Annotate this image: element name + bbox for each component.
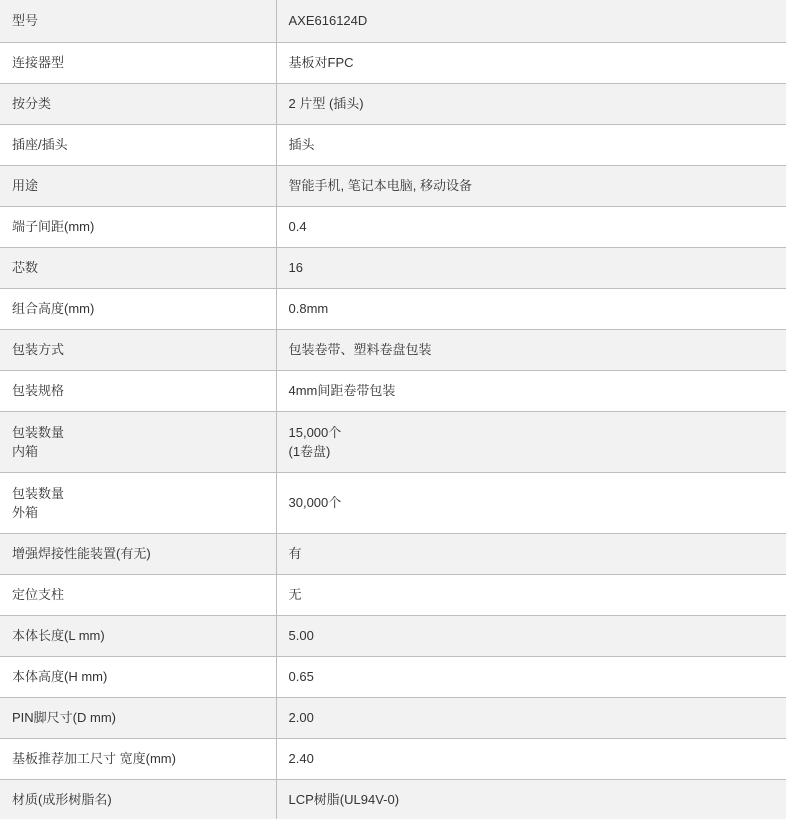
spec-value: 0.65 (288, 669, 314, 684)
spec-label: PIN脚尺寸(D mm) (12, 710, 116, 725)
spec-row (0, 574, 786, 615)
spec-label-cell (0, 738, 276, 779)
spec-value-cell (276, 83, 786, 124)
spec-row (0, 247, 786, 288)
spec-label-cell (0, 779, 276, 819)
spec-label: 按分类 (12, 96, 52, 111)
spec-label: 本体高度(H mm) (12, 669, 108, 684)
spec-value-cell (276, 206, 786, 247)
spec-label: 包装规格 (12, 383, 65, 398)
spec-label: 插座/插头 (12, 137, 68, 152)
spec-value-cell (276, 329, 786, 370)
spec-value-cell (276, 247, 786, 288)
spec-value: 0.4 (288, 219, 307, 234)
spec-value: AXE616124D (288, 13, 368, 29)
spec-row (0, 779, 786, 819)
spec-label-cell (0, 206, 276, 247)
spec-label-cell (0, 533, 276, 574)
spec-label-cell (0, 0, 276, 42)
spec-label: 本体长度(L mm) (12, 628, 105, 643)
spec-label-cell (0, 615, 276, 656)
spec-value-cell (276, 0, 786, 42)
spec-label-cell (0, 472, 276, 533)
spec-label-cell (0, 124, 276, 165)
spec-value: 0.8mm (288, 301, 329, 316)
spec-row (0, 533, 786, 574)
spec-value-cell (276, 574, 786, 615)
spec-label-cell (0, 656, 276, 697)
spec-label-sub: 内箱 (12, 443, 39, 459)
spec-row (0, 411, 786, 472)
page-right-margin (786, 0, 797, 837)
spec-value: 插头 (288, 137, 315, 152)
spec-value-cell (276, 165, 786, 206)
spec-label: 用途 (12, 178, 39, 193)
spec-label: 基板推荐加工尺寸 宽度(mm) (12, 751, 176, 766)
spec-value-cell (276, 288, 786, 329)
spec-label-cell (0, 165, 276, 206)
spec-row (0, 83, 786, 124)
spec-value: LCP树脂(UL94V-0) (288, 791, 400, 807)
spec-label: 连接器型 (12, 55, 65, 70)
spec-value: 16 (288, 260, 303, 275)
spec-value-cell (276, 370, 786, 411)
spec-value-cell (276, 615, 786, 656)
spec-label-cell (0, 247, 276, 288)
spec-label-sub: 外箱 (12, 504, 39, 520)
spec-value: 30,000个 (288, 495, 342, 510)
spec-label: 材质(成形树脂名) (12, 791, 112, 807)
spec-value-cell (276, 411, 786, 472)
spec-value: 2.00 (288, 710, 314, 725)
spec-value: 基板对FPC (288, 55, 354, 70)
spec-value: 4mm间距卷带包装 (288, 383, 396, 398)
spec-label: 包装方式 (12, 342, 65, 357)
spec-label: 芯数 (12, 260, 39, 275)
spec-row (0, 738, 786, 779)
spec-value-cell (276, 697, 786, 738)
spec-value-cell (276, 779, 786, 819)
spec-row (0, 165, 786, 206)
spec-label: 组合高度(mm) (12, 301, 95, 316)
spec-label-cell (0, 83, 276, 124)
spec-label: 包装数量 (12, 424, 65, 440)
spec-value-cell (276, 738, 786, 779)
spec-value-cell (276, 656, 786, 697)
spec-label-cell (0, 42, 276, 83)
spec-label: 包装数量 (12, 485, 65, 501)
spec-value: 包装卷带、塑料卷盘包装 (288, 342, 432, 357)
spec-label-cell (0, 697, 276, 738)
spec-value: 智能手机, 笔记本电脑, 移动设备 (288, 178, 472, 193)
spec-row (0, 656, 786, 697)
spec-value: 2.40 (288, 751, 314, 766)
spec-value-sub: (1卷盘) (288, 443, 331, 459)
spec-label-cell (0, 411, 276, 472)
spec-row (0, 124, 786, 165)
spec-value: 有 (288, 546, 302, 561)
spec-value: 2 片型 (插头) (288, 96, 364, 111)
spec-value-cell (276, 533, 786, 574)
spec-label: 端子间距(mm) (12, 219, 95, 234)
spec-value: 5.00 (288, 628, 314, 643)
spec-value-cell (276, 124, 786, 165)
spec-value: 15,000个 (288, 424, 342, 440)
spec-row (0, 615, 786, 656)
spec-label: 型号 (12, 13, 39, 29)
spec-row (0, 329, 786, 370)
spec-value-cell (276, 42, 786, 83)
spec-label-cell (0, 288, 276, 329)
spec-label: 增强焊接性能装置(有无) (12, 546, 151, 561)
spec-row (0, 697, 786, 738)
spec-label-cell (0, 370, 276, 411)
spec-row (0, 370, 786, 411)
spec-label-cell (0, 329, 276, 370)
spec-row (0, 0, 786, 42)
spec-value-cell (276, 472, 786, 533)
spec-row (0, 206, 786, 247)
spec-label: 定位支柱 (12, 587, 65, 602)
spec-row (0, 288, 786, 329)
spec-row (0, 42, 786, 83)
spec-value: 无 (288, 587, 302, 602)
spec-label-cell (0, 574, 276, 615)
spec-row (0, 472, 786, 533)
